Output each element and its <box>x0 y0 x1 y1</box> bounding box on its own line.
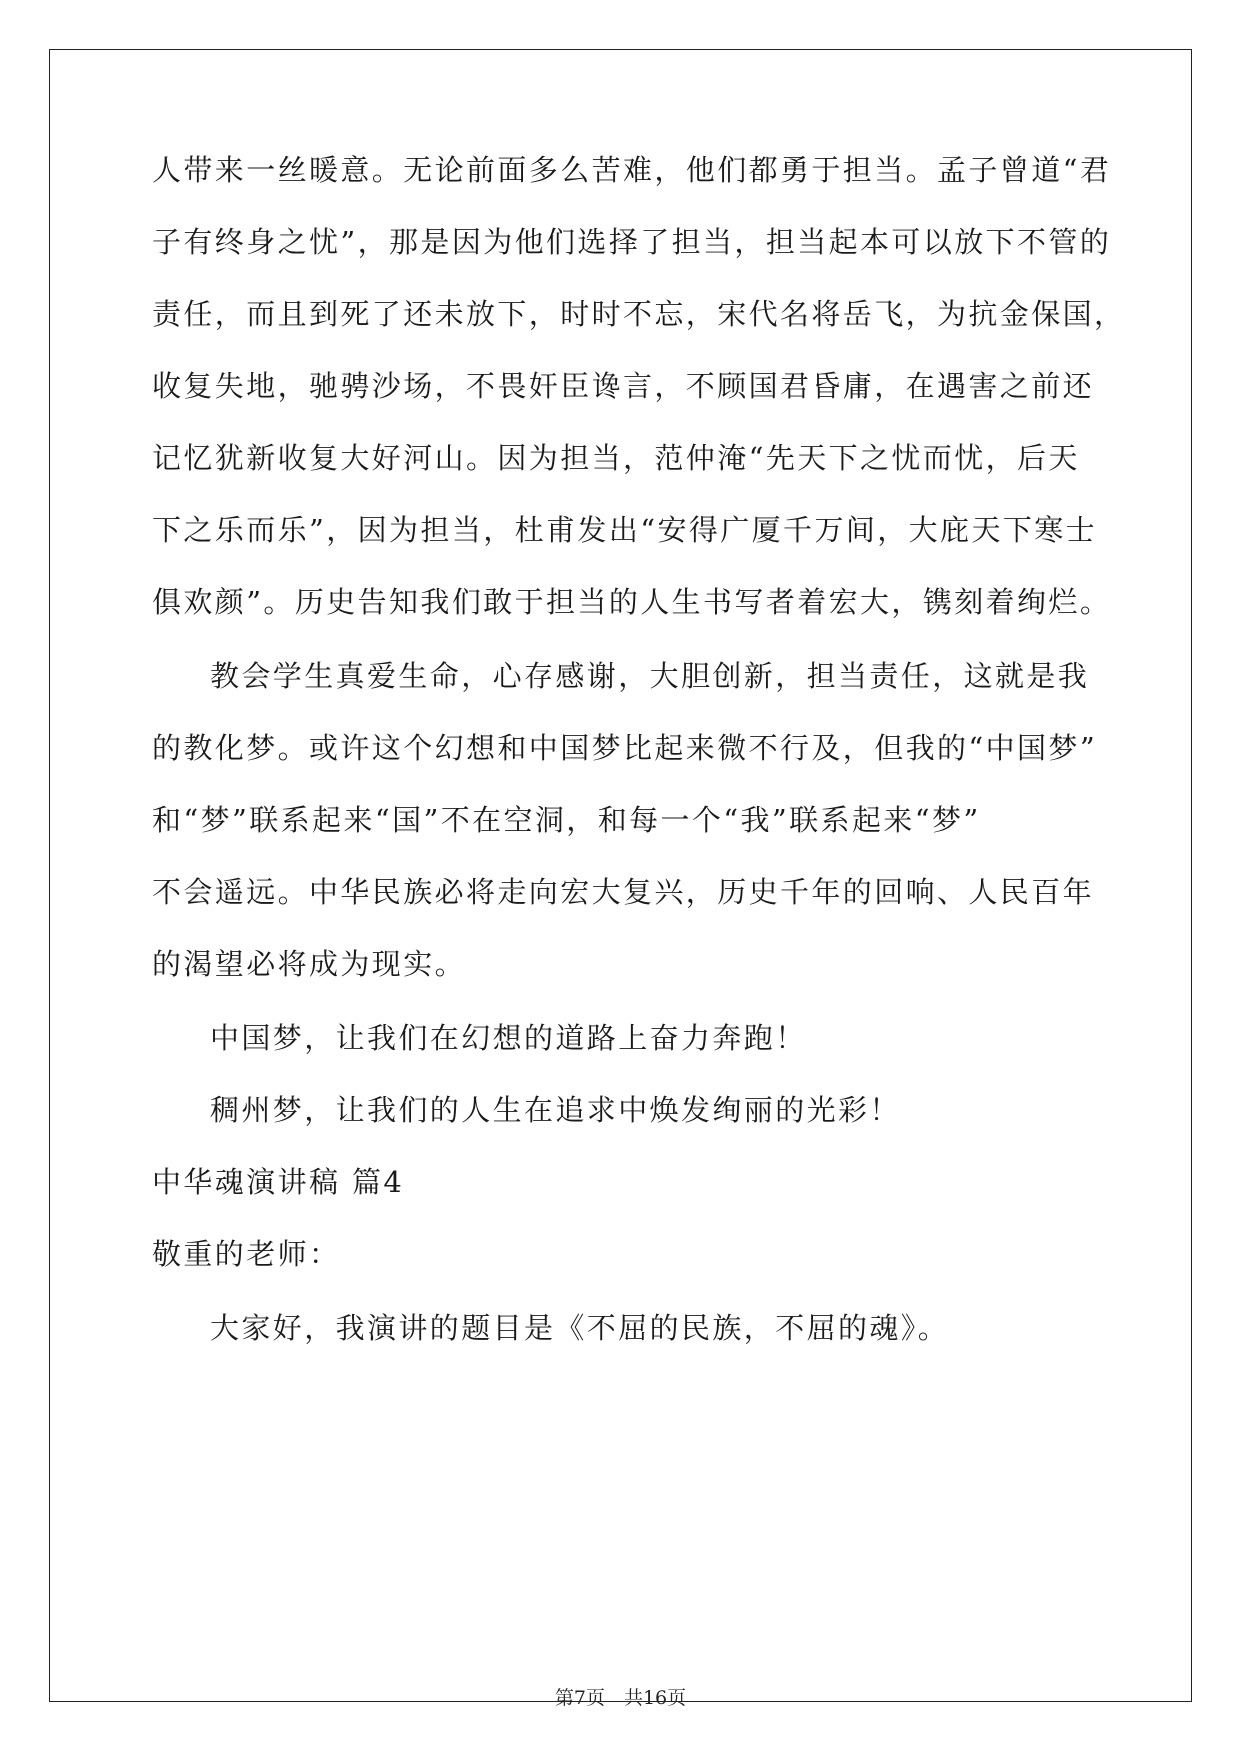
page-number: 第7页 共16页 <box>554 1687 687 1709</box>
paragraph-line: 中国梦，让我们在幻想的道路上奋力奔跑！ <box>210 1021 807 1055</box>
text-line: 下之乐而乐”，因为担当，杜甫发出“安得广厦千万间，大庇天下寒士 <box>152 513 1098 547</box>
text-line: 人带来一丝暖意。无论前面多么苦难，他们都勇于担当。孟子曾道“君 <box>152 153 1112 187</box>
text-line: 俱欢颜”。历史告知我们敢于担当的人生书写者着宏大，镌刻着绚烂。 <box>152 585 1112 619</box>
text-line: 收复失地，驰骋沙场，不畏奸臣谗言，不顾国君昏庸，在遇害之前还 <box>152 369 1095 403</box>
text-line: 子有终身之忧”，那是因为他们选择了担当，担当起本可以放下不管的 <box>152 225 1112 259</box>
text-line: 责任，而且到死了还未放下，时时不忘，宋代名将岳飞，为抗金保国， <box>152 297 1126 331</box>
paragraph-line: 稠州梦，让我们的人生在追求中焕发绚丽的光彩！ <box>210 1093 901 1127</box>
text-line: 不会遥远。中华民族必将走向宏大复兴，历史千年的回响、人民百年 <box>152 875 1095 909</box>
section-heading: 中华魂演讲稿 篇4 <box>152 1165 405 1199</box>
paragraph-line: 教会学生真爱生命，心存感谢，大胆创新，担当责任，这就是我 <box>210 659 1090 693</box>
salutation: 敬重的老师： <box>152 1237 341 1271</box>
text-line: 的教化梦。或许这个幻想和中国梦比起来微不行及，但我的“中国梦” <box>152 731 1098 765</box>
paragraph-line: 大家好，我演讲的题目是《不屈的民族，不屈的魂》。 <box>210 1311 950 1345</box>
text-line: 记忆犹新收复大好河山。因为担当，范仲淹“先天下之忧而忧，后天 <box>152 441 1080 475</box>
text-line: 的渴望必将成为现实。 <box>152 947 467 981</box>
text-line: 和“梦”联系起来“国”不在空洞，和每一个“我”联系起来“梦” <box>152 803 981 837</box>
